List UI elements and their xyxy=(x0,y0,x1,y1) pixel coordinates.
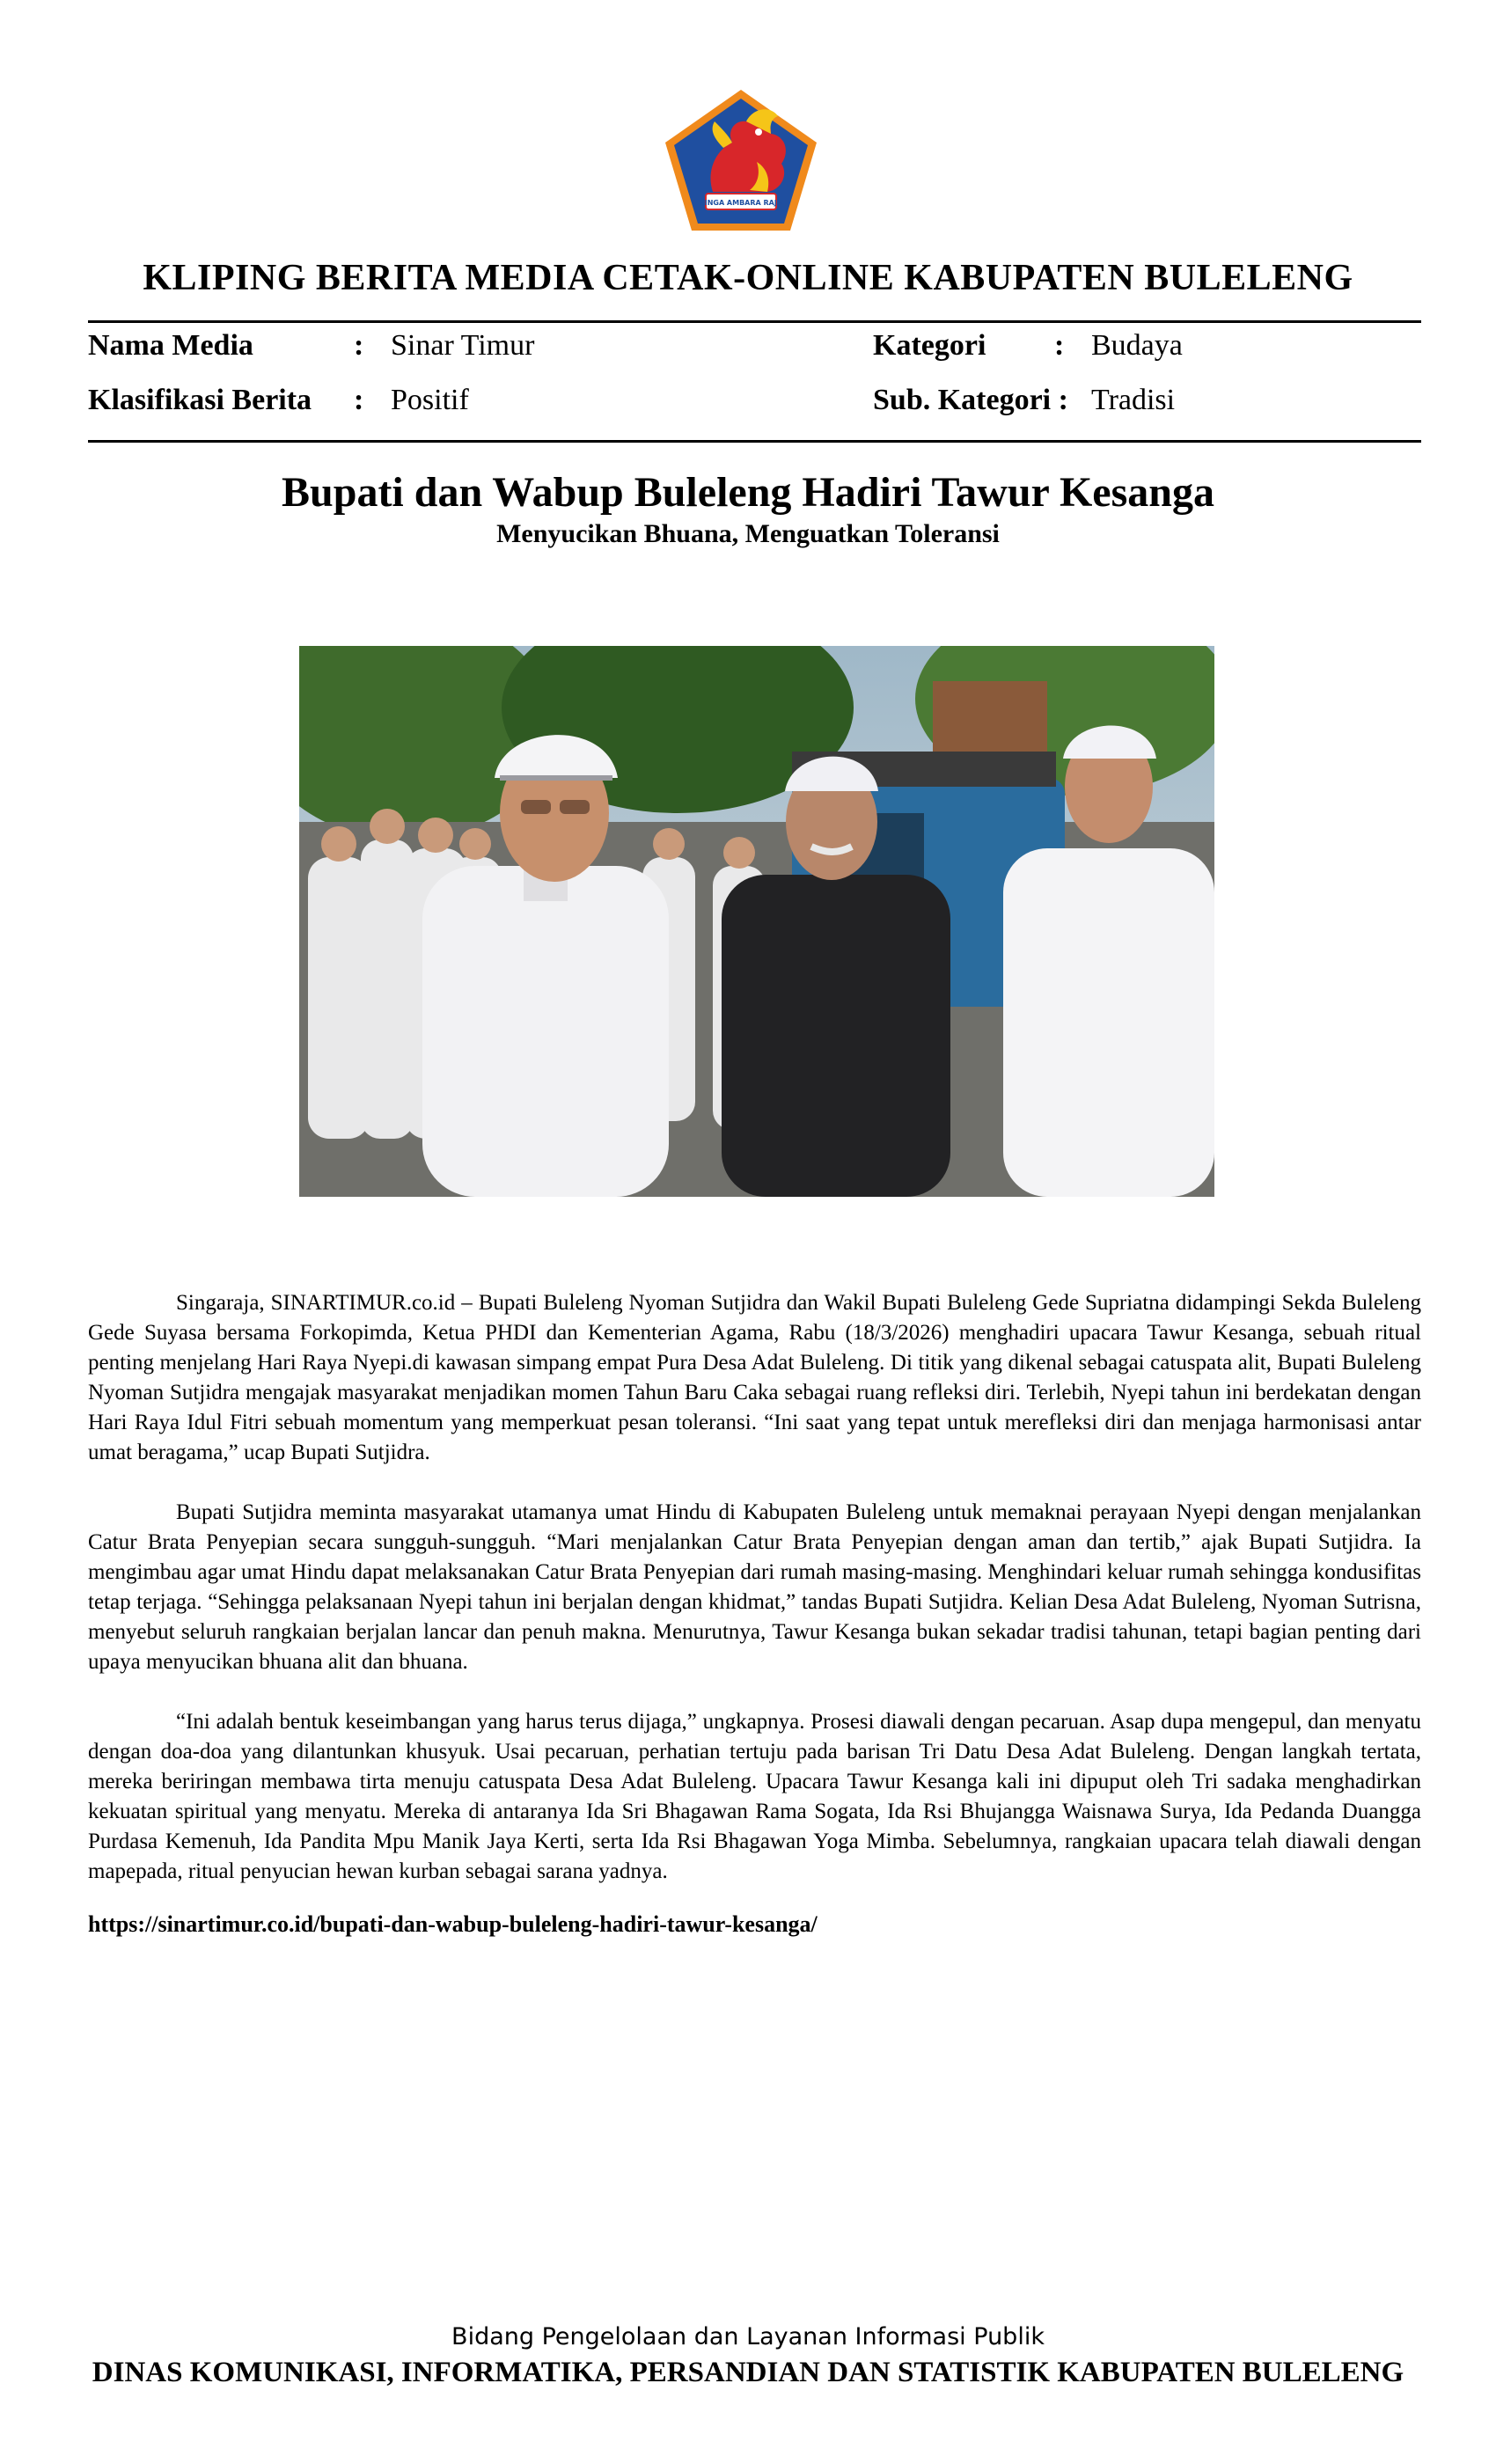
singa-ambara-raja-crest-icon xyxy=(662,86,820,234)
kategori-value: Budaya xyxy=(1091,329,1183,362)
colon: : xyxy=(1054,329,1065,362)
top-divider xyxy=(88,320,1421,323)
regency-logo xyxy=(662,86,820,234)
klasifikasi-label: Klasifikasi Berita xyxy=(88,384,312,416)
kategori-label: Kategori xyxy=(873,329,986,362)
footer-department-line: Bidang Pengelolaan dan Layanan Informasi Publik xyxy=(451,2323,1045,2350)
meta-divider xyxy=(88,440,1421,443)
article-body xyxy=(88,1288,1421,1917)
colon: : xyxy=(354,384,364,416)
crest-motto: SINGA AMBARA RAJA xyxy=(699,199,783,207)
clipping-header-title: KLIPING BERITA MEDIA CETAK-ONLINE KABUPATEN BULELENG xyxy=(143,258,1353,298)
article-subtitle: Menyucikan Bhuana, Menguatkan Toleransi xyxy=(496,519,1000,548)
nama-media-value: Sinar Timur xyxy=(391,329,535,362)
article-paragraph: Singaraja, SINARTIMUR.co.id – Bupati Buleleng Nyoman Sutjidra dan Wakil Bupati Buleleng Gede Supriatna didampingi Sekda Buleleng Gede Suyasa bersama Forkopimda, Ketua PHDI dan Kementerian Agama, Rabu (18/3/2026) menghadiri upacara Tawur Kesanga, sebuah ritual penting menjelang Hari Raya Nyepi.di kawasan simpang empat Pura Desa Adat Buleleng. Di titik yang dikenal sebagai catuspata alit, Bupati Buleleng Nyoman Sutjidra mengajak masyarakat menjadikan momen Tahun Baru Caka sebagai ruang refleksi diri. Terlebih, Nyepi tahun ini berdekatan dengan Hari Raya Idul Fitri sebuah momentum yang memperkuat pesan toleransi. “Ini saat yang tepat untuk merefleksi diri dan menjaga harmonisasi antar umat beragama,” ucap Bupati Sutjidra. xyxy=(88,1291,1421,1464)
klasifikasi-value: Positif xyxy=(391,384,469,416)
footer-agency-line: DINAS KOMUNIKASI, INFORMATIKA, PERSANDIAN DAN STATISTIK KABUPATEN BULELENG xyxy=(92,2357,1404,2388)
source-url-link[interactable]: https://sinartimur.co.id/bupati-dan-wabup-buleleng-hadiri-tawur-kesanga/ xyxy=(88,1911,818,1937)
article-paragraph: “Ini adalah bentuk keseimbangan yang harus terus dijaga,” ungkapnya. Prosesi diawali dengan pecaruan. Asap dupa mengepul, dan menyatu dengan doa-doa yang dilantunkan khusyuk. Usai pecaruan, perhatian tertuju pada barisan Tri Datu Desa Adat Buleleng. Dengan langkah tertata, mereka beriringan membawa tirta menuju catuspata Desa Adat Buleleng. Upacara Tawur Kesanga kali ini dipuput oleh Tri sadaka menghadirkan kekuatan spiritual yang menyatu. Mereka di antaranya Ida Sri Bhagawan Rama Sogata, Ida Rsi Bhujangga Waisnawa Surya, Ida Pedanda Duangga Purdasa Kemenuh, Ida Pandita Mpu Manik Jaya Kerti, serta Ida Rsi Bhagawan Yoga Mimba. Sebelumnya, rangkaian upacara telah diawali dengan mapepada, ritual penyucian hewan kurban sebagai sarana yadnya. xyxy=(88,1710,1421,1883)
colon: : xyxy=(354,329,364,362)
nama-media-label: Nama Media xyxy=(88,329,253,362)
article-paragraph: Bupati Sutjidra meminta masyarakat utamanya umat Hindu di Kabupaten Buleleng untuk memaknai perayaan Nyepi dengan menjalankan Catur Brata Penyepian secara sungguh-sungguh. “Mari menjalankan Catur Brata Penyepian dengan aman dan tertib,” ajak Bupati Sutjidra. Ia mengimbau agar umat Hindu dapat melaksanakan Catur Brata Penyepian dari rumah masing-masing. Menghindari keluar rumah sehingga kondusifitas tetap terjaga. “Sehingga pelaksanaan Nyepi tahun ini berjalan dengan khidmat,” tandas Bupati Sutjidra. Kelian Desa Adat Buleleng, Nyoman Sutrisna, menyebut seluruh rangkaian berjalan lancar dan penuh makna. Menurutnya, Tawur Kesanga bukan sekadar tradisi tahunan, tetapi bagian penting dari upaya menyucikan bhuana alit dan bhuana. xyxy=(88,1500,1421,1674)
article-title: Bupati dan Wabup Buleleng Hadiri Tawur Kesanga xyxy=(282,469,1214,516)
subkategori-label: Sub. Kategori : xyxy=(873,384,1068,416)
news-photo xyxy=(299,646,1214,1197)
subkategori-value: Tradisi xyxy=(1091,384,1176,416)
